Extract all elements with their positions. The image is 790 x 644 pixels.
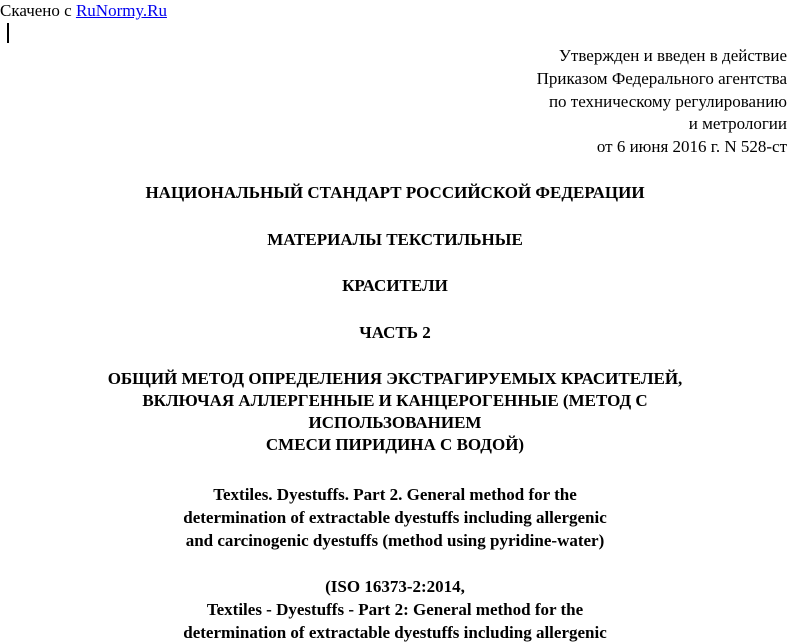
iso-reference-line: Textiles - Dyestuffs - Part 2: General method for the [206,600,584,619]
english-title [0,483,790,552]
approval-line: и метрологии [688,114,787,134]
method-title-line: ВКЛЮЧАЯ АЛЛЕРГЕННЫЕ И КАНЦЕРОГЕННЫЕ (МЕТОД С [142,391,648,410]
text-cursor [7,23,9,43]
method-title-line: ОБЩИЙ МЕТОД ОПРЕДЕЛЕНИЯ ЭКСТРАГИРУЕМЫХ КРАСИТЕЛЕЙ, [107,369,683,388]
standard-title: НАЦИОНАЛЬНЫЙ СТАНДАРТ РОССИЙСКОЙ ФЕДЕРАЦИИ [145,183,645,202]
approval-line: Приказом Федерального агентства [536,68,787,88]
part-title: ЧАСТЬ 2 [359,323,431,342]
approval-block [537,45,787,159]
iso-reference-line: determination of extractable dyestuffs including allergenic [183,623,607,642]
method-title-line: ИСПОЛЬЗОВАНИЕМ [308,413,482,432]
iso-reference-line: (ISO 16373-2:2014, [325,577,465,596]
english-title-line: determination of extractable dyestuffs including allergenic [183,508,607,527]
source-note [0,0,167,22]
source-prefix: Скачено с [0,1,76,20]
english-title-line: Textiles. Dyestuffs. Part 2. General method for the [213,485,577,504]
english-title-line: and carcinogenic dyestuffs (method using pyridine-water) [185,531,605,550]
method-title [0,368,790,456]
approval-line: Утвержден и введен в действие [558,46,787,65]
subsubject-title: КРАСИТЕЛИ [342,276,448,295]
iso-reference [0,575,790,644]
runormy-link[interactable]: RuNormy.Ru [75,1,167,20]
approval-line: от 6 июня 2016 г. N 528-ст [596,137,787,156]
subject-title: МАТЕРИАЛЫ ТЕКСТИЛЬНЫЕ [267,230,523,249]
approval-line: по техническому регулированию [548,91,787,111]
method-title-line: СМЕСИ ПИРИДИНА С ВОДОЙ) [265,435,525,454]
